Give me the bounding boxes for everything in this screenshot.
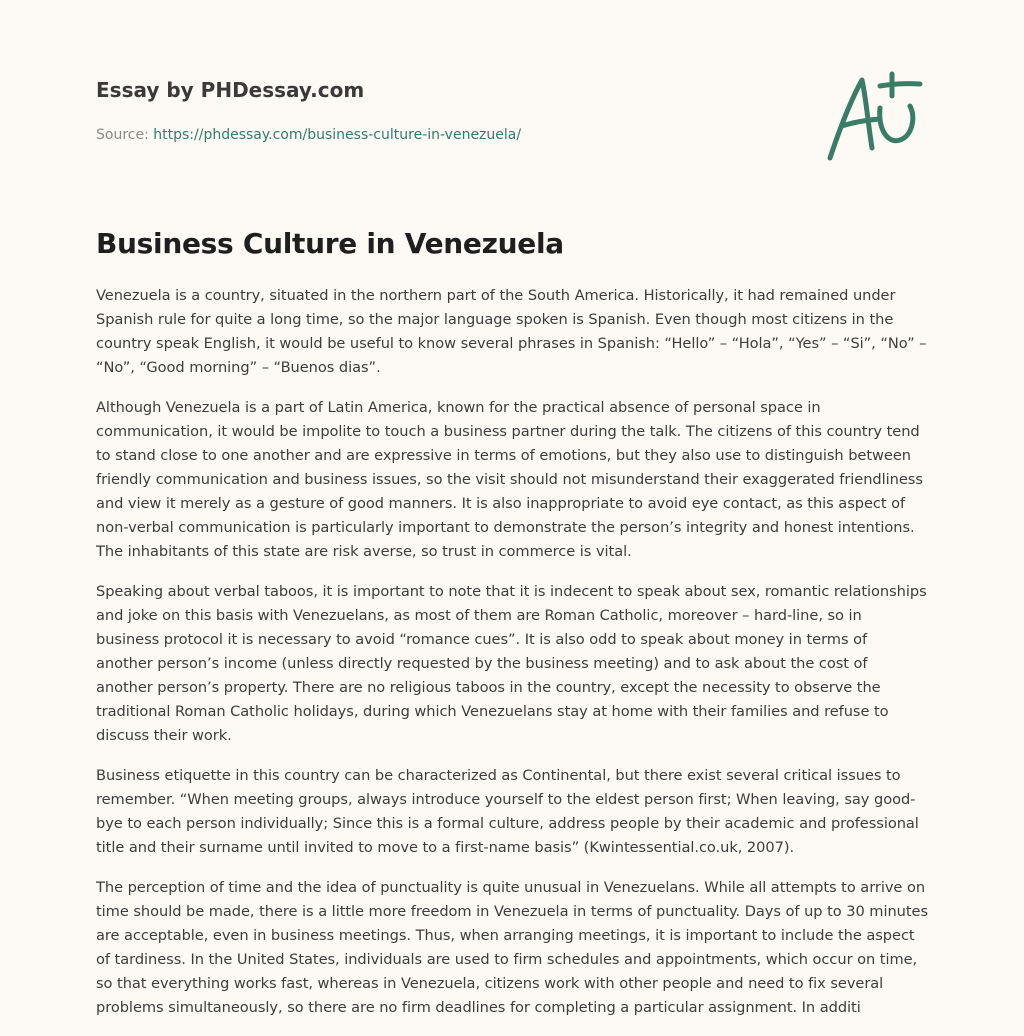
paragraph: The perception of time and the idea of punctuality is quite unusual in Venezuelans. While all attempts to arrive on time should be made, there is a little more freedom in Venezuela in terms of punctuality. Days of up to 30 minutes are acceptable, even in business meetings. Thus, when arranging meetings, it is important to include the aspect of tardiness. In the United States, individuals are used to firm schedules and appointments, which occur on time, so that everything works fast, whereas in Venezuela, citizens work with other people and need to fix several problems simultaneously, so there are no firm deadlines for completing a particular assignment. In additi bbox=[96, 879, 929, 1016]
source-line bbox=[96, 125, 796, 145]
source-link[interactable]: https://phdessay.com/business-culture-in-venezuela/ bbox=[153, 127, 522, 143]
paragraph: Business etiquette in this country can be characterized as Continental, but there exist several critical issues to remember. “When meeting groups, always introduce yourself to the eldest person first; When leaving, say good-bye to each person individually; Since this is a formal culture, address people by their academic and professional title and their surname until invited to move to a first-name basis” (Kwintessential.co.uk, 2007). bbox=[96, 767, 919, 856]
article-title: Business Culture in Venezuela bbox=[96, 227, 564, 260]
paragraph: Although Venezuela is a part of Latin America, known for the practical absence of personal space in communication, it would be impolite to touch a business partner during the talk. The citizens of this country tend to stand close to one another and are expressive in terms of emotions, but they also use to distinguish between friendly communication and business issues, so the visit should not misunderstand their exaggerated friendliness and view it merely as a gesture of good manners. It is also inappropriate to avoid eye contact, as this aspect of non-verbal communication is particularly important to demonstrate the person’s integrity and honest intentions. The inhabitants of this state are risk averse, so trust in commerce is vital. bbox=[96, 399, 923, 560]
paragraph: Speaking about verbal taboos, it is important to note that it is indecent to speak about sex, romantic relationships and joke on this basis with Venezuelans, as most of them are Roman Catholic, moreover – hard-line, so in business protocol it is necessary to avoid “romance cues”. It is also odd to speak about money in terms of another person’s income (unless directly requested by the business meeting) and to ask about the cost of another person’s property. There are no religious taboos in the country, except the necessity to observe the traditional Roman Catholic holidays, during which Venezuelans stay at home with their families and refuse to discuss their work. bbox=[96, 583, 927, 744]
a-plus-logo-icon bbox=[822, 68, 926, 164]
source-label: Source: bbox=[96, 127, 154, 143]
paragraph: Venezuela is a country, situated in the northern part of the South America. Historically, it had remained under Spanish rule for quite a long time, so the major language spoken is Spanish. Even though most citizens in the country speak English, it would be useful to know several phrases in Spanish: “Hello” – “Hola”, “Yes” – “Si”, “No” – “No”, “Good morning” – “Buenos dias”. bbox=[96, 287, 927, 376]
site-brand: Essay by PHDessay.com bbox=[96, 78, 365, 102]
page-header bbox=[96, 76, 796, 145]
article-body bbox=[96, 284, 928, 1036]
